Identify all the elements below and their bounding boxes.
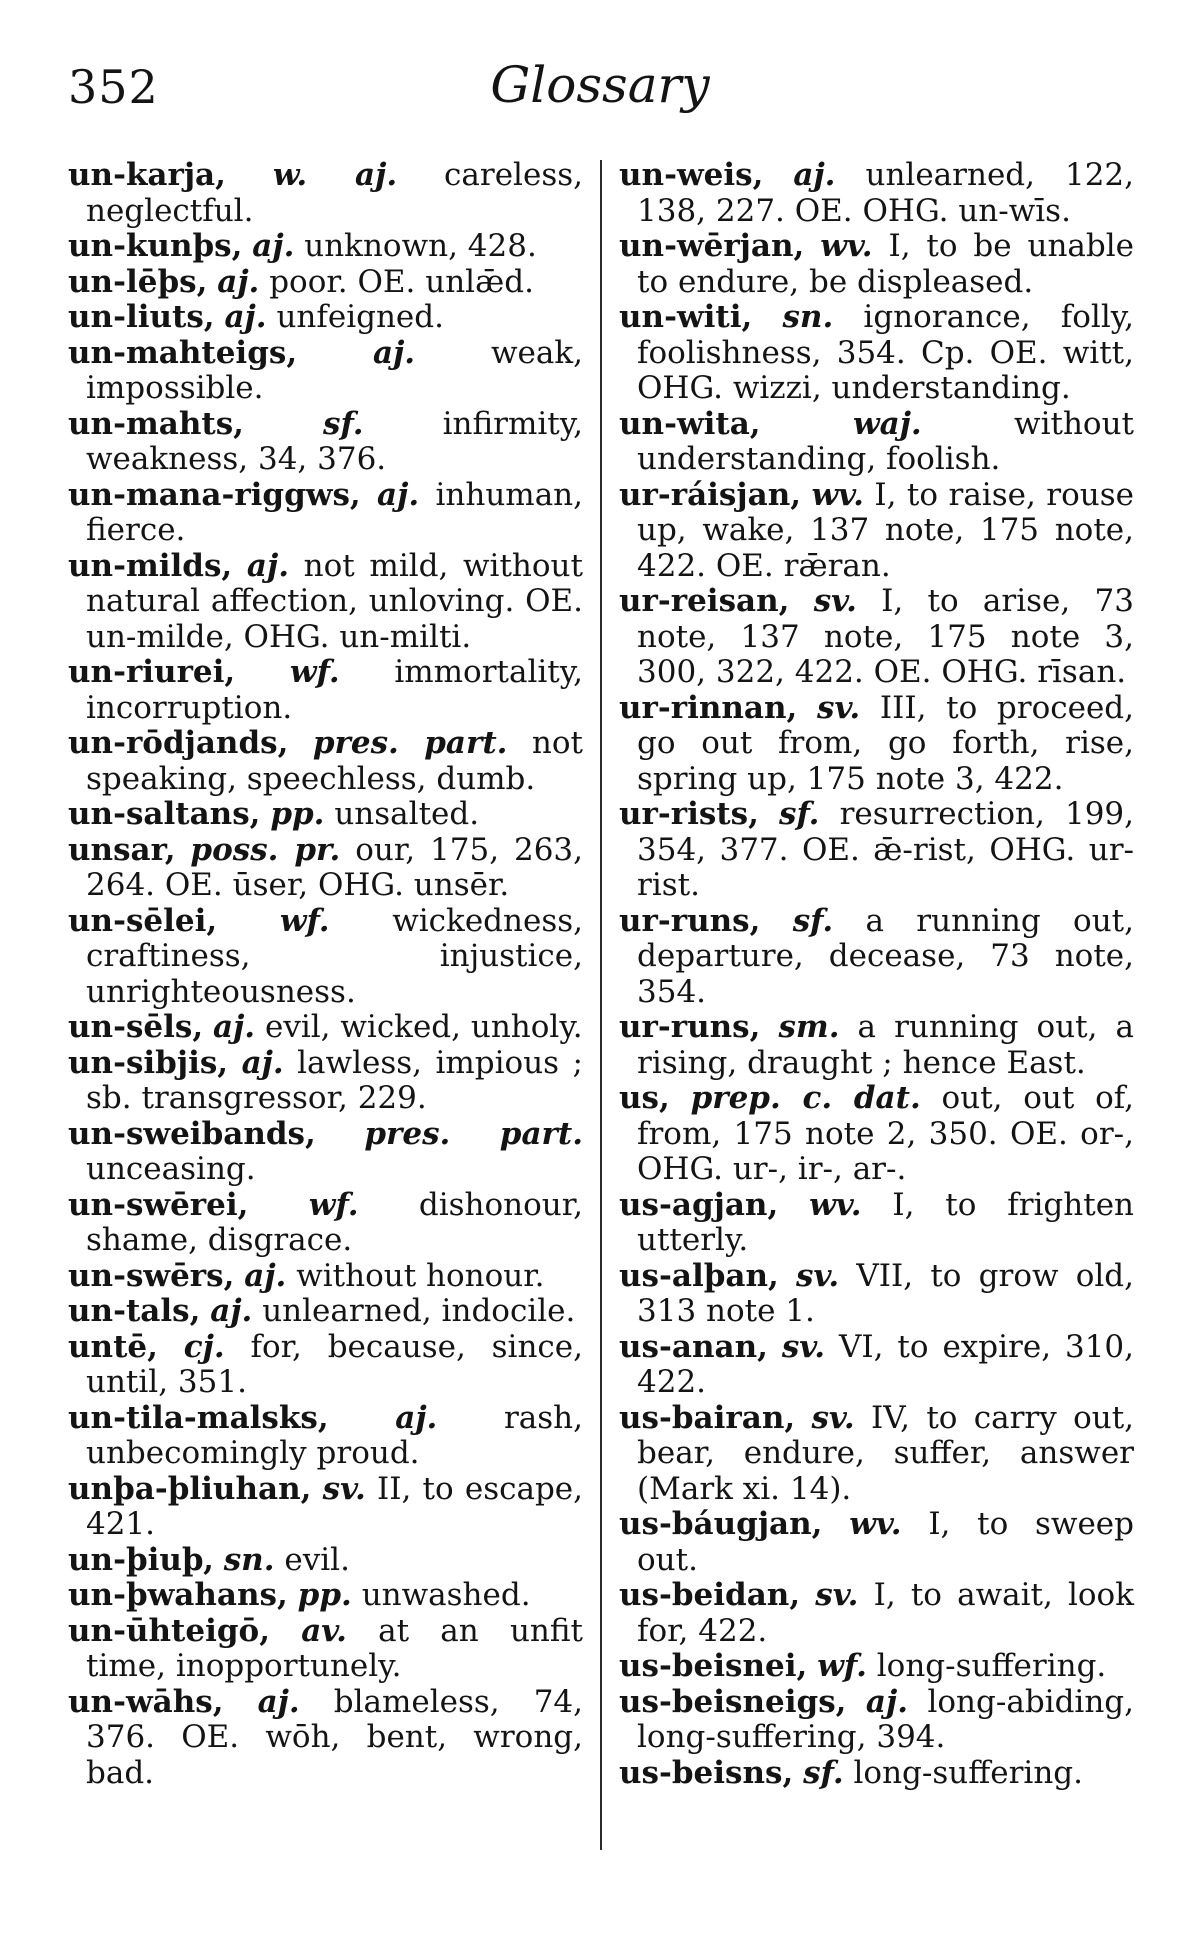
entry-grammar: sf. — [779, 796, 820, 832]
entry-headword: un-þwahans, — [68, 1577, 288, 1613]
entry-definition: weak, impossible. — [86, 334, 584, 406]
entry-headword: un-mahteigs, — [68, 334, 298, 371]
entry-grammar: cj. — [183, 1328, 225, 1365]
glossary-entry — [68, 300, 583, 336]
glossary-entry — [68, 549, 583, 656]
entry-definition: out, out of, from, 175 note 2, 350. OE. or-, OHG. ur-, ir-, ar-. — [637, 1080, 1134, 1187]
entry-headword: un-mahts, — [68, 405, 244, 442]
entry-grammar: wf. — [308, 1186, 359, 1223]
entry-headword: un-wāhs, — [68, 1683, 224, 1720]
glossary-entry — [68, 1614, 583, 1685]
entry-grammar: aj. — [377, 476, 420, 513]
glossary-entry — [68, 1117, 583, 1188]
entry-grammar: sn. — [223, 1541, 275, 1578]
entry-headword: us, — [619, 1080, 670, 1116]
entry-grammar: aj. — [395, 1399, 438, 1436]
entry-headword: ur-runs, — [619, 902, 761, 939]
entry-headword: un-swērei, — [68, 1186, 249, 1223]
glossary-entry — [68, 797, 583, 833]
entry-headword: us-beisns, — [619, 1754, 794, 1791]
entry-definition: I, to frighten utterly. — [637, 1186, 1135, 1258]
glossary-entry — [619, 1259, 1134, 1330]
entry-headword: un-karja, — [68, 157, 226, 193]
entry-headword: untē, — [68, 1328, 158, 1365]
entry-definition: without understanding, foolish. — [637, 405, 1135, 477]
entry-grammar: wf. — [817, 1648, 867, 1684]
entry-grammar: prep. c. dat. — [690, 1080, 921, 1116]
entry-definition: I, to raise, rouse up, wake, 137 note, 175 note, 422. OE. rǣran. — [637, 476, 1134, 584]
entry-definition: long-suffering. — [853, 1754, 1083, 1791]
entry-headword: un-lēþs, — [68, 263, 208, 300]
entry-definition: evil. — [284, 1541, 350, 1578]
entry-headword: ur-ráisjan, — [619, 476, 802, 513]
entry-grammar: aj. — [865, 1683, 909, 1720]
entry-definition: infirmity, weakness, 34, 376. — [86, 405, 584, 477]
entry-grammar: sm. — [778, 1009, 840, 1045]
entry-headword: ur-rists, — [619, 796, 759, 832]
entry-grammar: wv. — [811, 476, 864, 513]
glossary-entry — [68, 158, 583, 229]
entry-grammar: pp. — [297, 1577, 352, 1613]
glossary-entry — [68, 1294, 583, 1330]
entry-definition: for, because, since, until, 351. — [86, 1328, 583, 1400]
entry-definition: I, to sweep out. — [637, 1506, 1134, 1578]
entry-headword: un-rōdjands, — [68, 725, 289, 761]
entry-headword: un-þiuþ, — [68, 1541, 214, 1578]
entry-definition: unlearned, indocile. — [262, 1293, 576, 1329]
entry-grammar: aj. — [373, 334, 416, 371]
entry-definition: a running out, a rising, draught ; hence East. — [637, 1009, 1135, 1081]
entry-grammar: aj. — [257, 1683, 300, 1720]
entry-headword: un-ūhteigō, — [68, 1612, 270, 1649]
entry-headword: un-kunþs, — [68, 228, 243, 264]
entry-definition: not speaking, speechless, dumb. — [86, 725, 584, 797]
entry-definition: unceasing. — [86, 1151, 256, 1187]
entry-definition: IV, to carry out, bear, endure, suffer, answer (Mark xi. 14). — [637, 1399, 1135, 1507]
entry-headword: us-báugjan, — [619, 1506, 823, 1542]
glossary-entry — [68, 1046, 583, 1117]
entry-grammar: aj. — [793, 157, 836, 193]
entry-definition: VII, to grow old, 313 note 1. — [637, 1257, 1135, 1329]
glossary-entry — [68, 1330, 583, 1401]
entry-grammar: wv. — [809, 1186, 862, 1223]
entry-grammar: sv. — [817, 689, 861, 726]
running-title: Glossary — [490, 56, 710, 114]
entry-grammar: wf. — [279, 902, 330, 939]
entry-headword: unþa-þliuhan, — [68, 1470, 312, 1507]
entry-definition: I, to await, look for, 422. — [637, 1577, 1134, 1649]
entry-headword: unsar, — [68, 831, 176, 868]
entry-headword: un-saltans, — [68, 796, 261, 832]
glossary-entry — [68, 904, 583, 1011]
entry-grammar: wf. — [289, 654, 340, 690]
entry-headword: ur-runs, — [619, 1009, 761, 1045]
glossary-entry — [619, 691, 1134, 798]
entry-grammar: wv. — [820, 228, 873, 264]
entry-grammar: sv. — [781, 1328, 825, 1365]
glossary-entry — [619, 1401, 1134, 1508]
entry-definition: inhuman, fierce. — [86, 476, 583, 548]
entry-headword: us-beisneigs, — [619, 1683, 847, 1720]
entry-grammar: aj. — [246, 547, 289, 584]
glossary-entry — [619, 407, 1134, 478]
entry-headword: us-agjan, — [619, 1186, 779, 1223]
glossary-entry — [619, 300, 1134, 407]
entry-grammar: sf. — [792, 902, 834, 939]
entry-definition: unwashed. — [361, 1577, 531, 1613]
entry-definition: ignorance, folly, foolishness, 354. Cp. OE. witt, OHG. wizzi, understanding. — [637, 299, 1134, 406]
glossary-entry — [68, 336, 583, 407]
entry-headword: ur-reisan, — [619, 583, 790, 619]
glossary-entry — [619, 1507, 1134, 1578]
glossary-entry — [68, 265, 583, 301]
entry-grammar: aj. — [252, 228, 295, 264]
glossary-entry — [68, 1401, 583, 1472]
entry-headword: un-sweibands, — [68, 1115, 316, 1152]
entry-headword: un-wita, — [619, 405, 761, 442]
entry-headword: un-liuts, — [68, 299, 215, 335]
entry-headword: un-weis, — [619, 157, 764, 193]
glossary-entry — [68, 1259, 583, 1295]
entry-definition: careless, neglectful. — [86, 157, 583, 229]
entry-grammar: aj. — [210, 1293, 253, 1329]
glossary-entry — [619, 904, 1134, 1011]
entry-headword: un-sēlei, — [68, 902, 218, 939]
entry-grammar: aj. — [224, 299, 267, 335]
entry-definition: dishonour, shame, disgrace. — [86, 1186, 584, 1258]
entry-headword: un-mana-riggws, — [68, 476, 361, 513]
entry-grammar: sn. — [782, 299, 834, 335]
entry-grammar: aj. — [213, 1009, 256, 1045]
entry-grammar: aj. — [217, 263, 260, 300]
entry-headword: us-alþan, — [619, 1257, 779, 1294]
entry-definition: unfeigned. — [276, 299, 444, 335]
entry-definition: immortality, incorruption. — [86, 654, 584, 726]
entry-grammar: sf. — [803, 1754, 844, 1791]
glossary-entry — [68, 1543, 583, 1579]
glossary-entry — [68, 478, 583, 549]
glossary-entry — [619, 1756, 1134, 1792]
glossary-entry — [619, 1081, 1134, 1188]
entry-headword: un-witi, — [619, 299, 753, 335]
entry-headword: ur-rinnan, — [619, 689, 798, 726]
entry-definition: II, to escape, 421. — [86, 1470, 583, 1542]
entry-headword: un-tals, — [68, 1293, 201, 1329]
entry-grammar: sv. — [811, 1399, 855, 1436]
glossary-entry — [619, 1685, 1134, 1756]
entry-definition: not mild, without natural affection, unloving. OE. un-milde, OHG. un-milti. — [86, 547, 583, 655]
entry-definition: I, to arise, 73 note, 137 note, 175 note 3, 300, 322, 422. OE. OHG. rīsan. — [637, 583, 1134, 690]
glossary-entry — [68, 1010, 583, 1046]
glossary-entry — [619, 478, 1134, 585]
entry-definition: long-abiding, long-suffering, 394. — [637, 1683, 1134, 1755]
entry-definition: a running out, departure, decease, 73 note, 354. — [637, 902, 1134, 1010]
entry-definition: evil, wicked, unholy. — [264, 1009, 583, 1045]
glossary-entry — [68, 407, 583, 478]
glossary-entry — [619, 1578, 1134, 1649]
entry-grammar: wv. — [849, 1506, 902, 1542]
entry-definition: rash, unbecomingly proud. — [86, 1399, 583, 1471]
entry-grammar: av. — [301, 1612, 347, 1649]
glossary-entry — [68, 229, 583, 265]
glossary-entry — [619, 158, 1134, 229]
entry-grammar: waj. — [852, 405, 922, 442]
entry-definition: resurrection, 199, 354, 377. OE. ǣ-rist, OHG. ur-rist. — [637, 796, 1134, 903]
entry-definition: blameless, 74, 376. OE. wōh, bent, wrong, bad. — [86, 1683, 584, 1791]
entry-definition: poor. OE. unlǣd. — [269, 263, 534, 300]
entry-definition: wickedness, craftiness, injustice, unrighteousness. — [86, 902, 583, 1010]
glossary-entry — [68, 655, 583, 726]
entry-grammar: poss. pr. — [190, 831, 341, 868]
entry-definition: our, 175, 263, 264. OE. ūser, OHG. unsēr. — [86, 831, 583, 903]
entry-headword: un-swērs, — [68, 1257, 235, 1294]
entry-grammar: pres. part. — [364, 1115, 583, 1152]
entry-grammar: aj. — [244, 1257, 287, 1294]
entry-definition: I, to be unable to endure, be displeased. — [637, 228, 1134, 300]
glossary-entry — [619, 1330, 1134, 1401]
glossary-entry — [68, 1472, 583, 1543]
entry-grammar: aj. — [241, 1044, 284, 1081]
entry-headword: un-wērjan, — [619, 228, 805, 264]
glossary-entry — [68, 1578, 583, 1614]
glossary-entry — [68, 1685, 583, 1792]
glossary-entry — [68, 726, 583, 797]
glossary-entry — [619, 1010, 1134, 1081]
entry-grammar: sv. — [322, 1470, 366, 1507]
entry-headword: un-sibjis, — [68, 1044, 229, 1081]
entry-headword: us-bairan, — [619, 1399, 796, 1436]
entry-grammar: sv. — [815, 1577, 859, 1613]
entry-definition: VI, to expire, 310, 422. — [637, 1328, 1135, 1400]
entry-headword: us-beidan, — [619, 1577, 801, 1613]
entry-headword: un-sēls, — [68, 1009, 204, 1045]
entry-grammar: pp. — [270, 796, 325, 832]
entry-grammar: sv. — [813, 583, 857, 619]
entry-definition: unknown, 428. — [304, 228, 537, 264]
entry-grammar: w. aj. — [272, 157, 398, 193]
glossary-entry — [619, 584, 1134, 691]
glossary-entry — [619, 229, 1134, 300]
entry-definition: III, to proceed, go out from, go forth, rise, spring up, 175 note 3, 422. — [637, 689, 1135, 797]
glossary-column-right — [619, 158, 1134, 1791]
column-divider — [600, 160, 602, 1850]
entry-definition: lawless, impious ; sb. transgressor, 229. — [86, 1044, 583, 1116]
page-number: 352 — [68, 60, 159, 114]
entry-headword: us-beisnei, — [619, 1648, 808, 1684]
entry-definition: at an unfit time, inopportunely. — [86, 1612, 584, 1684]
entry-headword: un-riurei, — [68, 654, 236, 690]
glossary-entry — [619, 1188, 1134, 1259]
entry-definition: unsalted. — [334, 796, 480, 832]
entry-definition: without honour. — [296, 1257, 545, 1294]
entry-headword: us-anan, — [619, 1328, 768, 1365]
entry-grammar: sv. — [796, 1257, 840, 1294]
entry-grammar: sf. — [323, 405, 364, 442]
glossary-entry — [619, 797, 1134, 904]
entry-grammar: pres. part. — [312, 725, 508, 761]
glossary-entry — [68, 1188, 583, 1259]
glossary-entry — [68, 833, 583, 904]
entry-definition: unlearned, 122, 138, 227. OE. OHG. un-wīs. — [637, 157, 1134, 229]
entry-definition: long-suffering. — [876, 1648, 1107, 1684]
glossary-column-left — [68, 158, 583, 1791]
entry-headword: un-milds, — [68, 547, 233, 584]
entry-headword: un-tila-malsks, — [68, 1399, 329, 1436]
glossary-entry — [619, 1649, 1134, 1685]
